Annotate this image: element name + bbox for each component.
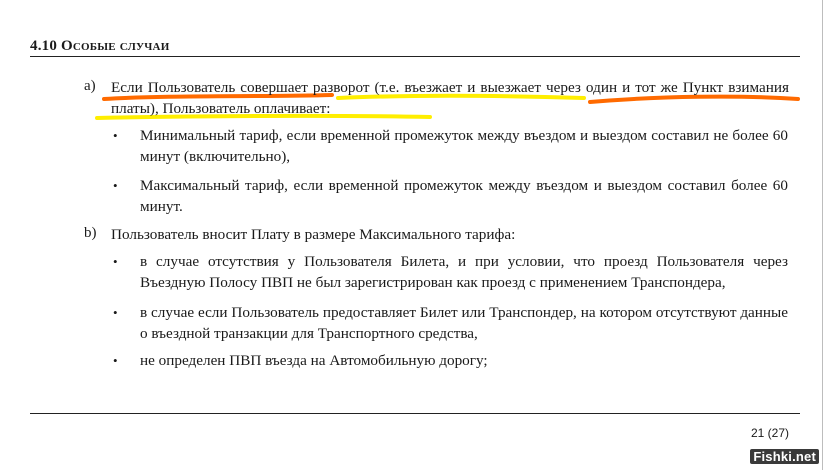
page-edge [822,0,823,470]
bullet-icon: • [113,254,118,269]
section-title: Особые случаи [61,38,170,54]
bullet-icon: • [113,178,118,193]
item-b-bullet-1: в случае отсутствия у Пользователя Билета, и при условии, что проезд Пользователя через Въездную Полосу ПВП не был зарегистрирован как проезд с применением Транспондера, [140,253,788,291]
item-b-text: Пользователь вносит Плату в размере Максимального тарифа: [111,226,516,243]
item-a-text: Если Пользователь совершает разворот (т.е. въезжает и выезжает через один и тот же Пункт взимания платы), Пользователь оплачивает: [111,79,789,117]
item-b-bullet-3: не определен ПВП въезда на Автомобильную дорогу; [140,352,488,369]
page-number: 21 (27) [750,426,789,440]
item-b-bullet-2: в случае если Пользователь предоставляет Билет или Транспондер, на котором отсутствуют данные о въездной транзакции для Транспортного средства, [140,304,788,342]
bullet-icon: • [113,305,118,320]
footer-rule [30,413,800,414]
section-number: 4.10 [30,38,58,54]
watermark-logo: Fishki.net [750,449,819,464]
section-heading [30,38,169,55]
item-b-marker: b) [84,225,97,241]
item-a-bullet-2: Максимальный тариф, если временной промежуток между въездом и выездом составил более 60 минут. [140,177,788,215]
bullet-icon: • [113,353,118,368]
item-a-marker: a) [84,78,96,94]
item-a-bullet-1: Минимальный тариф, если временной промежуток между въездом и выездом составил не более 60 минут (включительно), [140,127,788,165]
heading-rule [30,56,800,57]
bullet-icon: • [113,128,118,143]
